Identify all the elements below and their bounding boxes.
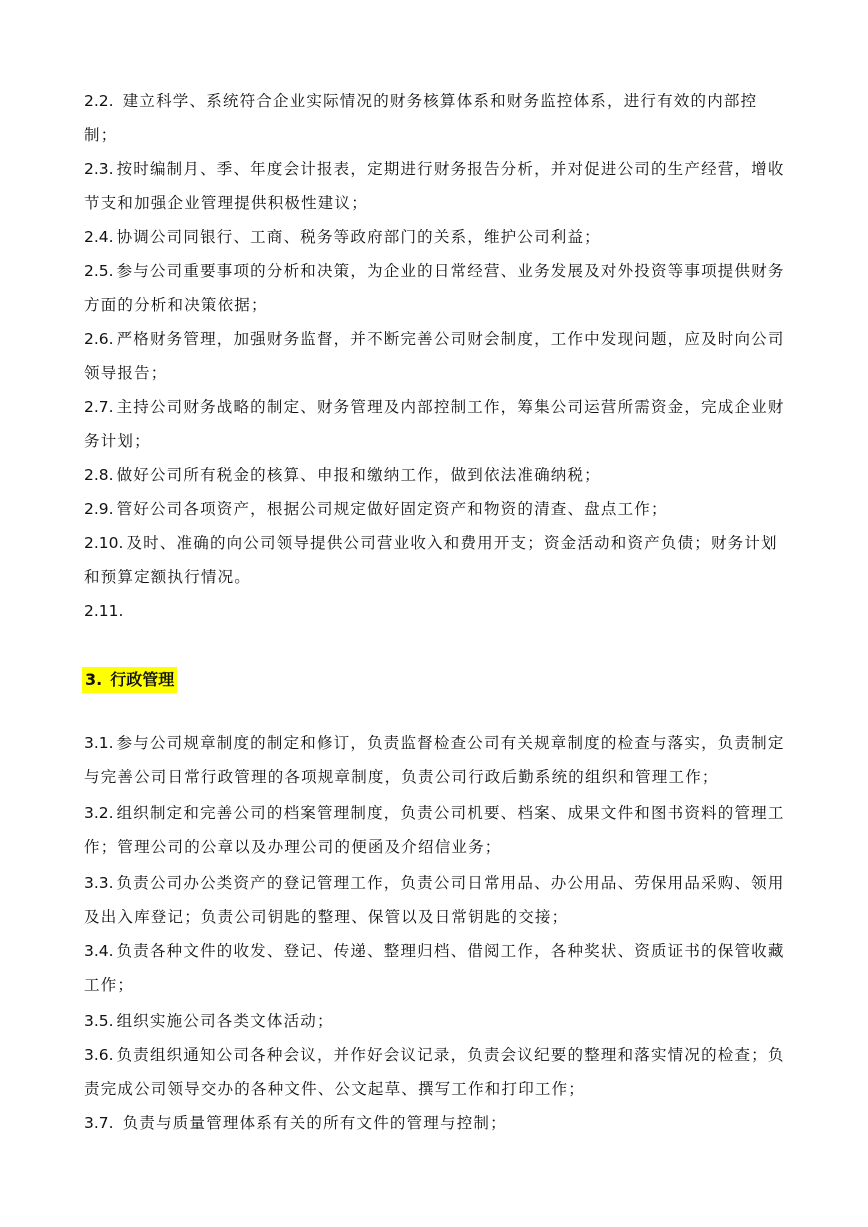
section-heading [82,667,177,693]
item-text: 负责组织通知公司各种会议，并作好会议记录，负责会议纪要的整理和落实情况的检查；负责完成公司领导交办的各种文件、公文起草、撰写工作和打印工作； [84,1046,785,1098]
list-item [84,1106,790,1140]
item-text: 及时、准确的向公司领导提供公司营业收入和费用开支；资金活动和资产负债；财务计划和预算定额执行情况。 [84,534,778,586]
item-number: 3.1. [84,734,114,752]
list-item [84,796,790,864]
item-text: 管好公司各项资产，根据公司规定做好固定资产和物资的清查、盘点工作； [116,500,668,518]
item-text: 负责公司办公类资产的登记管理工作，负责公司日常用品、办公用品、劳保用品采购、领用及出入库登记；负责公司钥匙的整理、保管以及日常钥匙的交接； [84,874,785,926]
item-text: 按时编制月、季、年度会计报表，定期进行财务报告分析，并对促进公司的生产经营，增收节支和加强企业管理提供积极性建议； [84,160,785,212]
item-number: 2.6. [84,330,114,348]
list-item [84,726,790,794]
list-item [84,322,790,390]
item-number: 2.7. [84,398,114,416]
list-item [84,458,790,492]
item-text: 严格财务管理，加强财务监督，并不断完善公司财会制度，工作中发现问题，应及时向公司领导报告； [84,330,785,382]
item-number: 3.3. [84,874,114,892]
item-number: 3.4. [84,942,114,960]
item-text: 组织实施公司各类文体活动； [116,1012,334,1030]
item-text: 协调公司同银行、工商、税务等政府部门的关系，维护公司利益； [116,228,601,246]
item-number: 2.5. [84,262,114,280]
list-item [84,254,790,322]
list-item [84,84,790,152]
item-number: 3.6. [84,1046,114,1064]
list-item [84,220,790,254]
list-item [84,152,790,220]
item-text: 参与公司重要事项的分析和决策，为企业的日常经营、业务发展及对外投资等事项提供财务方面的分析和决策依据； [84,262,785,314]
list-item [84,934,790,1002]
list-item [84,526,790,594]
section-title: 行政管理 [110,670,175,689]
item-number: 2.10. [84,534,124,552]
list-item [84,866,790,934]
list-item [84,594,790,628]
item-number: 2.9. [84,500,114,518]
item-number: 2.8. [84,466,114,484]
item-text: 组织制定和完善公司的档案管理制度，负责公司机要、档案、成果文件和图书资料的管理工作；管理公司的公章以及办理公司的便函及介绍信业务； [84,804,785,856]
item-text: 负责各种文件的收发、登记、传递、整理归档、借阅工作，各种奖状、资质证书的保管收藏工作； [84,942,785,994]
section-number: 3. [85,670,103,689]
item-text: 建立科学、系统符合企业实际情况的财务核算体系和财务监控体系，进行有效的内部控制； [84,92,758,144]
item-number: 3.7. [84,1114,114,1132]
item-number: 3.5. [84,1012,114,1030]
item-number: 2.3. [84,160,114,178]
list-item [84,1004,790,1038]
item-number: 2.4. [84,228,114,246]
list-item [84,1038,790,1106]
item-text: 参与公司规章制度的制定和修订，负责监督检查公司有关规章制度的检查与落实，负责制定与完善公司日常行政管理的各项规章制度，负责公司行政后勤系统的组织和管理工作； [84,734,785,786]
item-number: 2.2. [84,92,114,110]
item-text: 做好公司所有税金的核算、申报和缴纳工作，做到依法准确纳税； [116,466,601,484]
item-text: 主持公司财务战略的制定、财务管理及内部控制工作，筹集公司运营所需资金，完成企业财务计划； [84,398,785,450]
list-item [84,492,790,526]
item-text: 负责与质量管理体系有关的所有文件的管理与控制； [116,1114,507,1132]
item-number: 3.2. [84,804,114,822]
item-number: 2.11. [84,602,124,620]
list-item [84,390,790,458]
